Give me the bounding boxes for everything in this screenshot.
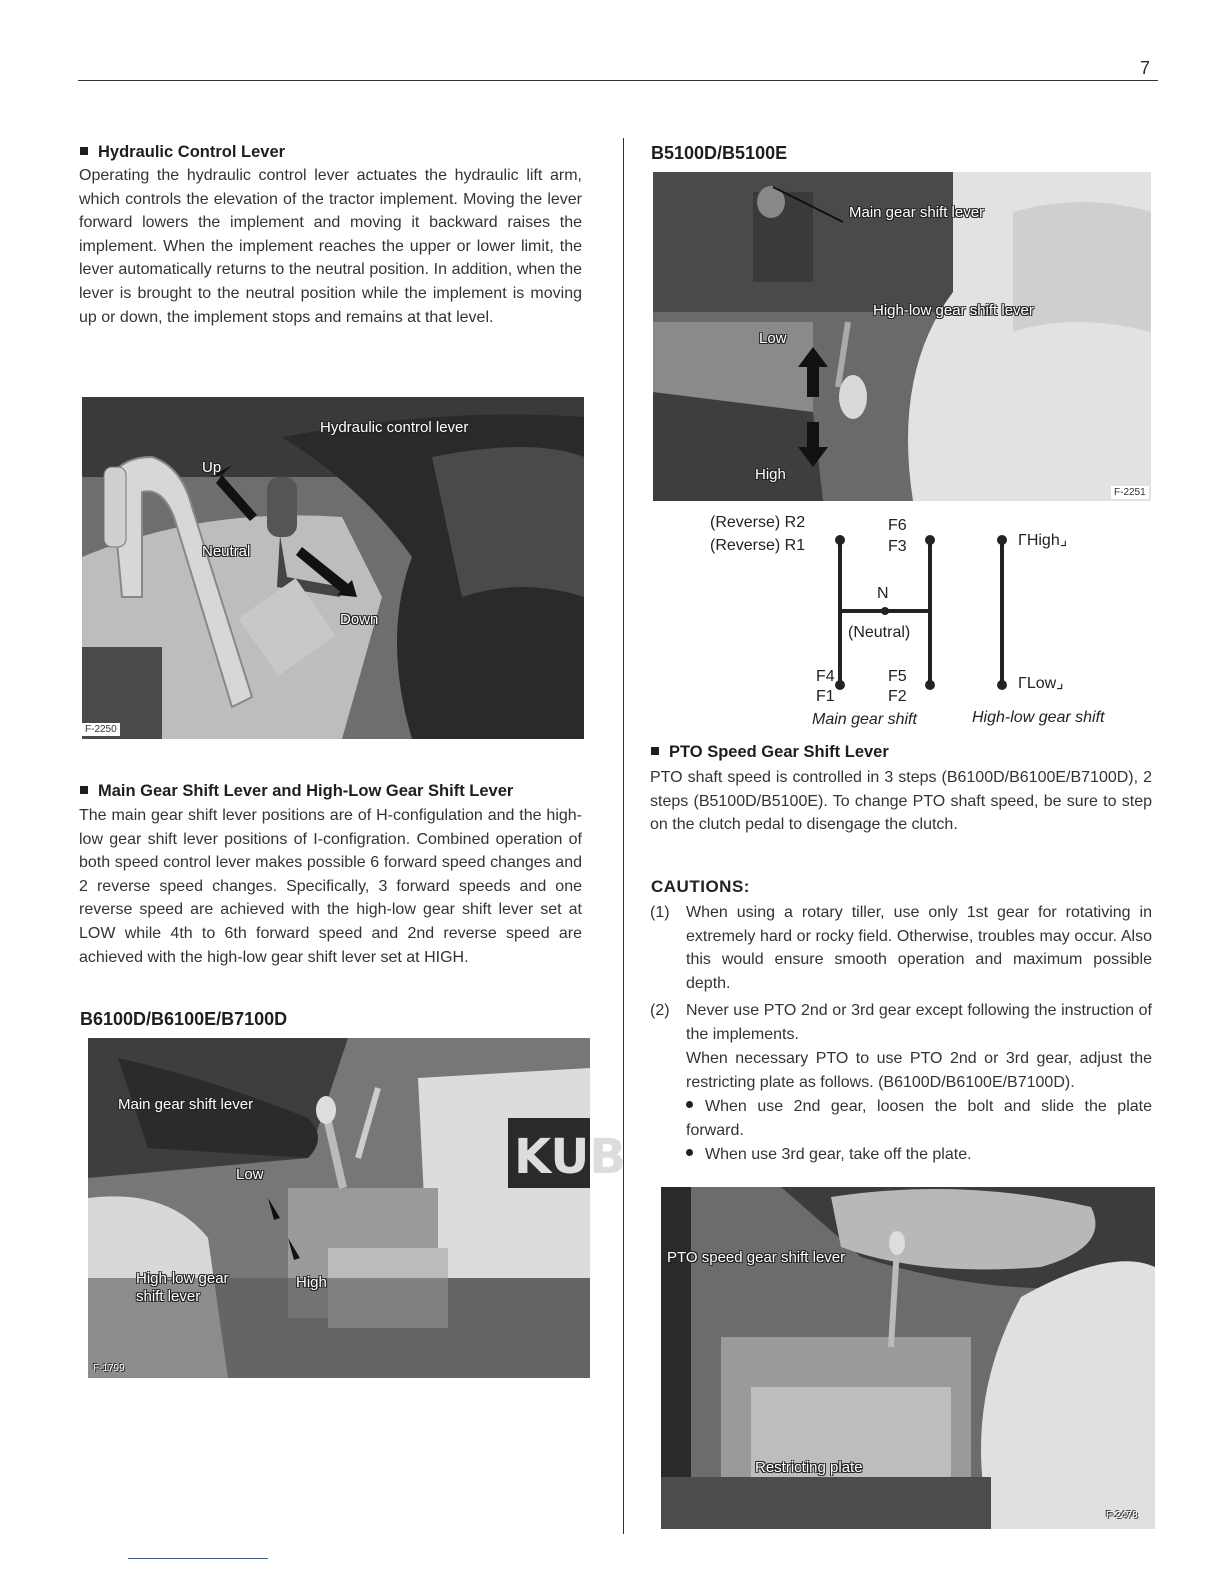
bottom-rule [128,1558,268,1559]
caution-2 [650,999,1152,1043]
b6100-photo-image [88,1038,626,1378]
high-low-lever-label: High-low gear shift lever [873,302,1034,319]
main-gear-heading: Main Gear Shift Lever and High-Low Gear Shift Lever [80,782,513,801]
figure-code: F-2251 [1111,486,1149,499]
b5100-photo-image [653,172,1151,501]
down-label: Down [340,611,379,628]
pto-photo-image [661,1187,1155,1529]
bullet-2nd-gear: When use 2nd gear, loosen the bolt and slide the plate forward. [686,1098,1152,1139]
neutral-label: (Neutral) [848,624,911,641]
bullet-dot-icon [686,1101,693,1108]
page-number: 7 [1140,58,1151,78]
top-rule [78,80,1158,81]
pto-heading: PTO Speed Gear Shift Lever [651,743,889,762]
high-low-pattern-line [990,525,1020,705]
caution-2-number: (2) [650,1002,670,1019]
pto-body: PTO shaft speed is controlled in 3 steps (B6100D/B6100E/B7100D), 2 steps (B5100D/B5100E). To change PTO shaft speed, be sure to step on the clutch pedal to disengage the clutch. [650,769,1152,834]
b6100-title: B6100D/B6100E/B7100D [80,1009,288,1029]
hydraulic-photo [82,397,584,739]
caution-1-number: (1) [650,904,670,921]
low-label: Low [759,330,787,347]
caution-1-text: When using a rotary tiller, use only 1st gear for rotativing in extremely hard or rocky field. Otherwise, troubles may occur. Also this would ensure smooth operation and maximum possible depth. [686,904,1152,992]
high-label: High [755,466,786,483]
n-label: N [877,585,889,602]
caution-1 [650,901,1152,997]
main-gear-body: The main gear shift lever positions are of H-configulation and the high-low gear shift lever positions of I-configration. Combined operation of both speed control lever makes possible 6 forward speed changes and 2 reverse speed changes. Specifically, 3 forward speeds and one reverse speed are achieved with the high-low gear shift lever set at LOW while 4th to 6th forward speed and 2nd reverse speed are achieved with the high-low gear shift lever set at HIGH. [79,807,582,966]
column-divider [623,138,624,1534]
b5100-title: B5100D/B5100E [651,143,788,163]
square-bullet-icon [651,747,659,755]
bullet-3rd-gear: When use 3rd gear, take off the plate. [686,1143,1152,1167]
cautions-title: CAUTIONS: [651,877,750,896]
f2-label: F2 [888,688,907,705]
high-low-shift-caption: High-low gear shift [972,709,1105,726]
hydraulic-body: Operating the hydraulic control lever actuates the hydraulic lift arm, which controls the elevation of the tractor implement. Moving the lever forward lowers the implement and moving it backward raises the implement. When the implement reaches the upper or lower limit, the lever automatically returns to the neutral position. In addition, when the lever is brought to the neutral position while the implement is moving up or down, the implement stops and remains at that level. [79,167,582,326]
main-gear-lever-label: Main gear shift lever [118,1096,254,1113]
f6-label: F6 [888,517,907,534]
caution-2-text: Never use PTO 2nd or 3rd gear except following the instruction of the implements. [686,1002,1152,1043]
main-gear-shift-caption: Main gear shift [812,711,917,728]
caution-2-adjustment: When necessary PTO to use PTO 2nd or 3rd gear, adjust the restricting plate as follows. (B6100D/B6100E/B7100D). [686,1050,1152,1091]
f5-label: F5 [888,668,907,685]
b6100-photo [88,1038,626,1378]
f3-label: F3 [888,538,907,555]
square-bullet-icon [80,147,88,155]
neutral-label: Neutral [202,543,251,560]
high-low-label-line1: High-low gear [136,1270,229,1287]
figure-code: F-1799 [93,1363,125,1374]
high-low-label-line2: shift lever [136,1288,201,1305]
svg-text:KUB: KUB [514,1129,626,1185]
hydraulic-photo-image [82,397,584,739]
hydraulic-heading: Hydraulic Control Lever [80,143,285,162]
f4-label: F4 [816,668,835,685]
low-position-label: ΓLow⌟ [1018,675,1064,692]
square-bullet-icon [80,786,88,794]
reverse-r2-label: (Reverse) R2 [710,514,806,531]
pto-photo [661,1187,1155,1529]
high-label: High [296,1274,327,1291]
restricting-plate-label: Restricting plate [755,1459,863,1476]
pto-lever-label: PTO speed gear shift lever [667,1249,846,1266]
b5100-photo [653,172,1151,501]
up-label: Up [202,459,222,476]
reverse-r1-label: (Reverse) R1 [710,537,806,554]
hydraulic-lever-label: Hydraulic control lever [320,419,469,436]
high-position-label: ΓHigh⌟ [1018,532,1068,549]
low-label: Low [236,1166,264,1183]
main-gear-lever-label: Main gear shift lever [849,204,985,221]
figure-code: F-2250 [82,723,120,736]
f1-label: F1 [816,688,835,705]
figure-code: F-2478 [1106,1510,1138,1521]
bullet-dot-icon [686,1149,693,1156]
